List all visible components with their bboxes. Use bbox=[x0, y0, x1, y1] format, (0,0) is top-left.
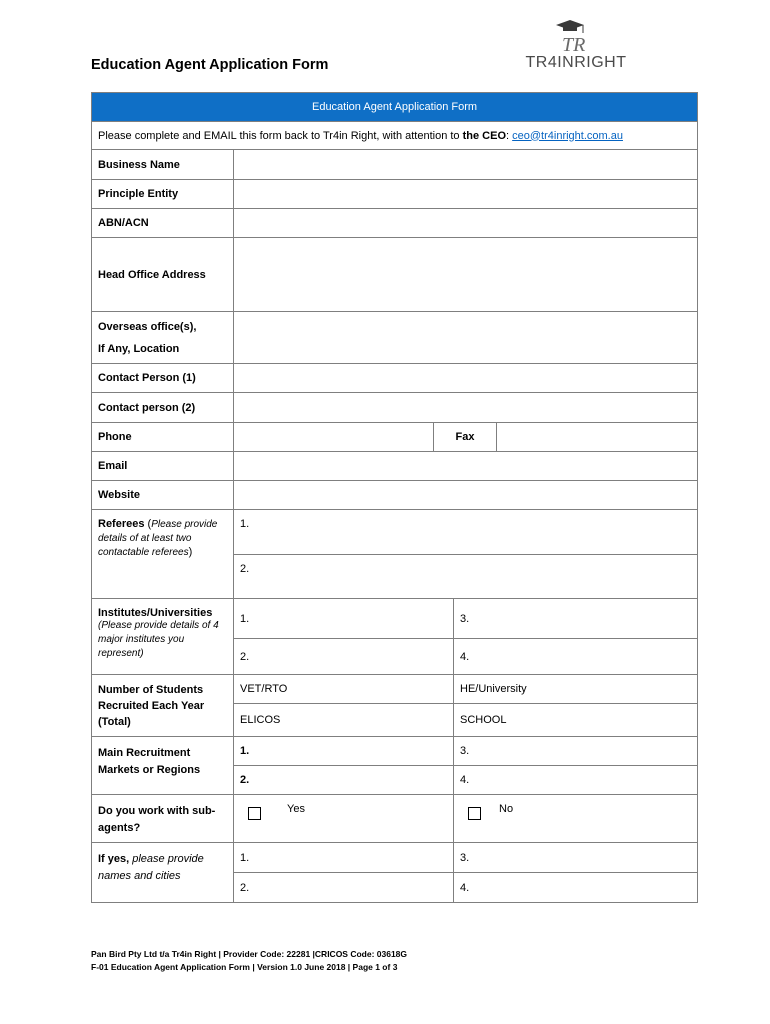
instructions-ceo: the CEO bbox=[462, 129, 507, 142]
markets-label: Main Recruitment Markets or Regions bbox=[92, 737, 234, 795]
institute-1-field[interactable]: 1. bbox=[234, 599, 454, 639]
form-instructions bbox=[92, 122, 698, 150]
tr4inright-logo bbox=[522, 16, 632, 78]
contact-person-1-label: Contact Person (1) bbox=[92, 364, 234, 393]
he-university-field[interactable]: HE/University bbox=[454, 675, 698, 704]
institutes-label bbox=[92, 599, 234, 675]
instructions-colon: : bbox=[506, 129, 513, 142]
instructions-text: Please complete and EMAIL this form back to Tr4in Right, with attention to bbox=[98, 129, 463, 142]
referees-title: Referees bbox=[98, 518, 145, 530]
no-checkbox[interactable] bbox=[468, 807, 481, 820]
overseas-office-field[interactable] bbox=[234, 312, 698, 364]
ceo-email-link[interactable]: ceo@tr4inright.com.au bbox=[512, 129, 623, 142]
application-form-table bbox=[91, 92, 698, 903]
institute-4-field[interactable]: 4. bbox=[454, 639, 698, 675]
school-field[interactable]: SCHOOL bbox=[454, 704, 698, 737]
page-footer bbox=[91, 948, 407, 974]
phone-field[interactable] bbox=[234, 423, 434, 452]
subagents-no-option bbox=[454, 795, 698, 843]
no-label: No bbox=[499, 803, 514, 815]
overseas-line1: Overseas office(s), bbox=[98, 320, 197, 333]
subagents-yes-option bbox=[234, 795, 454, 843]
market-3-field[interactable]: 3. bbox=[454, 737, 698, 766]
email-label: Email bbox=[92, 452, 234, 481]
subagent-3-field[interactable]: 3. bbox=[454, 843, 698, 873]
document-title: Education Agent Application Form bbox=[91, 57, 329, 73]
if-yes-bold: If yes, bbox=[98, 853, 130, 865]
subagents-label: Do you work with sub-agents? bbox=[92, 795, 234, 843]
referee-1-field[interactable]: 1. bbox=[234, 510, 698, 555]
institute-3-field[interactable]: 3. bbox=[454, 599, 698, 639]
referees-note: Please provide details of at least two contactable referees bbox=[98, 519, 218, 558]
overseas-line2: If Any, Location bbox=[98, 342, 180, 355]
contact-person-2-label: Contact person (2) bbox=[92, 393, 234, 423]
business-name-field[interactable] bbox=[234, 150, 698, 180]
market-1-field[interactable]: 1. bbox=[234, 737, 454, 766]
if-yes-label bbox=[92, 843, 234, 903]
institutes-title: Institutes/Universities bbox=[98, 607, 213, 619]
head-office-field[interactable] bbox=[234, 238, 698, 312]
svg-text:TR: TR bbox=[562, 34, 586, 56]
contact-person-2-field[interactable] bbox=[234, 393, 698, 423]
website-label: Website bbox=[92, 481, 234, 510]
subagent-2-field[interactable]: 2. bbox=[234, 873, 454, 903]
overseas-office-label bbox=[92, 312, 234, 364]
yes-label: Yes bbox=[287, 803, 305, 815]
subagent-4-field[interactable]: 4. bbox=[454, 873, 698, 903]
market-4-field[interactable]: 4. bbox=[454, 766, 698, 795]
elicos-field[interactable]: ELICOS bbox=[234, 704, 454, 737]
phone-label: Phone bbox=[92, 423, 234, 452]
abn-acn-field[interactable] bbox=[234, 209, 698, 238]
head-office-label: Head Office Address bbox=[92, 238, 234, 312]
logo-wordmark: TR4INRIGHT bbox=[525, 54, 627, 71]
form-header: Education Agent Application Form bbox=[92, 93, 698, 122]
principle-entity-field[interactable] bbox=[234, 180, 698, 209]
referee-2-field[interactable]: 2. bbox=[234, 555, 698, 599]
subagent-1-field[interactable]: 1. bbox=[234, 843, 454, 873]
if-yes-note: please provide names and cities bbox=[98, 853, 204, 882]
footer-line2: F-01 Education Agent Application Form | Version 1.0 June 2018 | Page 1 of 3 bbox=[91, 962, 398, 972]
graduation-cap-monogram-icon bbox=[548, 16, 604, 56]
business-name-label: Business Name bbox=[92, 150, 234, 180]
yes-checkbox[interactable] bbox=[248, 807, 261, 820]
fax-field[interactable] bbox=[497, 423, 698, 452]
principle-entity-label: Principle Entity bbox=[92, 180, 234, 209]
referees-label bbox=[92, 510, 234, 599]
institute-2-field[interactable]: 2. bbox=[234, 639, 454, 675]
market-2-field[interactable]: 2. bbox=[234, 766, 454, 795]
email-field[interactable] bbox=[234, 452, 698, 481]
footer-line1: Pan Bird Pty Ltd t/a Tr4in Right | Provider Code: 22281 |CRICOS Code: 03618G bbox=[91, 949, 408, 959]
website-field[interactable] bbox=[234, 481, 698, 510]
fax-label: Fax bbox=[434, 423, 497, 452]
vet-rto-field[interactable]: VET/RTO bbox=[234, 675, 454, 704]
contact-person-1-field[interactable] bbox=[234, 364, 698, 393]
students-label: Number of Students Recruited Each Year (Total) bbox=[92, 675, 234, 737]
institutes-note: (Please provide details of 4 major institutes you represent) bbox=[98, 620, 219, 659]
referees-close-paren: ) bbox=[188, 546, 193, 558]
referees-open-paren: ( bbox=[144, 518, 152, 530]
abn-acn-label: ABN/ACN bbox=[92, 209, 234, 238]
